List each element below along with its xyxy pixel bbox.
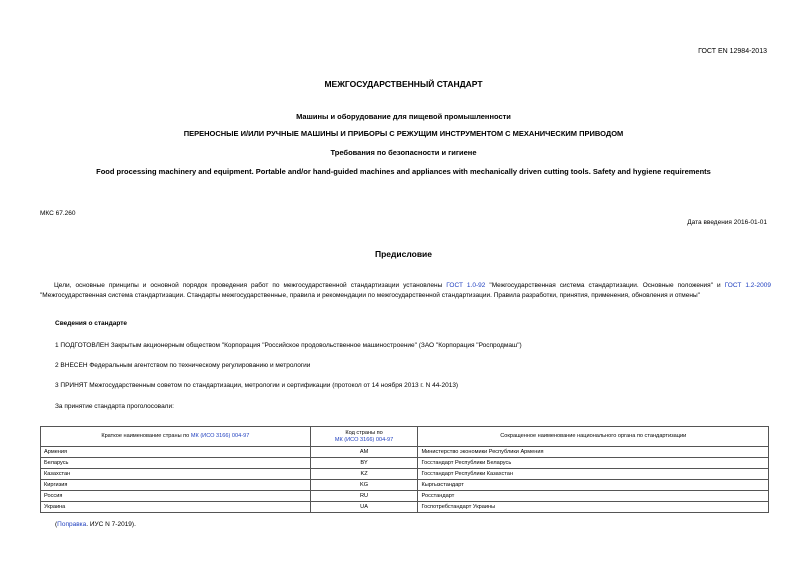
voted-label: За принятие стандарта проголосовали: <box>55 403 174 410</box>
countries-table <box>40 426 769 513</box>
body-cell: Росстандарт <box>418 491 769 502</box>
body-cell: Кыргызстандарт <box>418 480 769 491</box>
header-country-text: Краткое наименование страны по <box>101 433 191 439</box>
foreword-paragraph <box>40 281 771 301</box>
header-country-code <box>310 427 418 447</box>
amendment-open: ( <box>55 521 58 528</box>
header-national-body: Сокращенное наименование национального органа по стандартизации <box>418 427 769 447</box>
requirements-heading: Требования по безопасности и гигиене <box>330 148 477 157</box>
body-cell: Министерство экономики Республики Армения <box>418 447 769 458</box>
code-cell: BY <box>310 458 418 469</box>
table-row <box>41 458 769 469</box>
standard-title-en: Food processing machinery and equipment. Portable and/or hand-guided machines and appliances with mechanically driven cutting tools. Safety and hygiene requirements <box>96 167 711 176</box>
header-country-name <box>41 427 311 447</box>
info-item-submitted: 2 ВНЕСЕН Федеральным агентством по техническому регулированию и метрологии <box>55 362 311 369</box>
table-header-row <box>41 427 769 447</box>
intro-date: Дата введения 2016-01-01 <box>687 219 767 226</box>
table-row <box>41 491 769 502</box>
gost-1-2-2009-link[interactable]: ГОСТ 1.2-2009 <box>724 282 771 289</box>
country-cell: Казахстан <box>41 469 311 480</box>
info-item-prepared: 1 ПОДГОТОВЛЕН Закрытым акционерным обществом "Корпорация "Российское продовольственное машиностроение" (ЗАО "Корпорация "Роспродмаш") <box>55 342 522 349</box>
standard-info-heading: Сведения о стандарте <box>55 320 128 327</box>
code-cell: UA <box>310 502 418 513</box>
body-cell: Госпотребстандарт Украины <box>418 502 769 513</box>
gost-1-0-92-link[interactable]: ГОСТ 1.0-92 <box>446 282 486 289</box>
foreword-heading: Предисловие <box>374 249 433 259</box>
mks-code: МКС 67.260 <box>40 210 76 217</box>
foreword-text-3: "Межгосударственная система стандартизации. Стандарты межгосударственные, правила и рекомендации по межгосударственной стандартизации. Правила разработки, принятия, применения, обновления и отмены" <box>40 292 700 299</box>
code-cell: RU <box>310 491 418 502</box>
body-cell: Госстандарт Республики Казахстан <box>418 469 769 480</box>
table-row <box>41 480 769 491</box>
foreword-text-2: "Межгосударственная система стандартизации. Основные положения" и <box>485 282 725 289</box>
mk-iso-3166-link[interactable]: МК (ИСО 3166) 004-97 <box>190 433 250 439</box>
code-cell: AM <box>310 447 418 458</box>
foreword-text-1: Цели, основные принципы и основной порядок проведения работ по межгосударственной стандартизации установлены <box>54 282 447 289</box>
subject-heading: Машины и оборудование для пищевой промышленности <box>296 112 511 121</box>
amendment-note <box>55 521 136 528</box>
header-code-text: Код страны по <box>345 429 383 436</box>
standard-title-ru: ПЕРЕНОСНЫЕ И/ИЛИ РУЧНЫЕ МАШИНЫ И ПРИБОРЫ С РЕЖУЩИМ ИНСТРУМЕНТОМ С МЕХАНИЧЕСКИМ ПРИВОДОМ <box>183 129 624 138</box>
country-cell: Беларусь <box>41 458 311 469</box>
table-row <box>41 447 769 458</box>
document-number: ГОСТ EN 12984-2013 <box>698 48 767 55</box>
main-heading: МЕЖГОСУДАРСТВЕННЫЙ СТАНДАРТ <box>324 79 483 89</box>
code-cell: KZ <box>310 469 418 480</box>
country-cell: Армения <box>41 447 311 458</box>
info-item-adopted: 3 ПРИНЯТ Межгосударственным советом по стандартизации, метрологии и сертификации (протокол от 14 ноября 2013 г. N 44-2013) <box>55 382 459 389</box>
body-cell: Госстандарт Республики Беларусь <box>418 458 769 469</box>
country-cell: Россия <box>41 491 311 502</box>
country-cell: Украина <box>41 502 311 513</box>
table-row <box>41 469 769 480</box>
mk-iso-3166-code-link[interactable]: МК (ИСО 3166) 004-97 <box>334 436 394 443</box>
table-row <box>41 502 769 513</box>
country-cell: Киргизия <box>41 480 311 491</box>
amendment-link[interactable]: Поправка <box>57 521 87 528</box>
code-cell: KG <box>310 480 418 491</box>
amendment-rest: . ИУС N 7-2019). <box>86 521 136 528</box>
